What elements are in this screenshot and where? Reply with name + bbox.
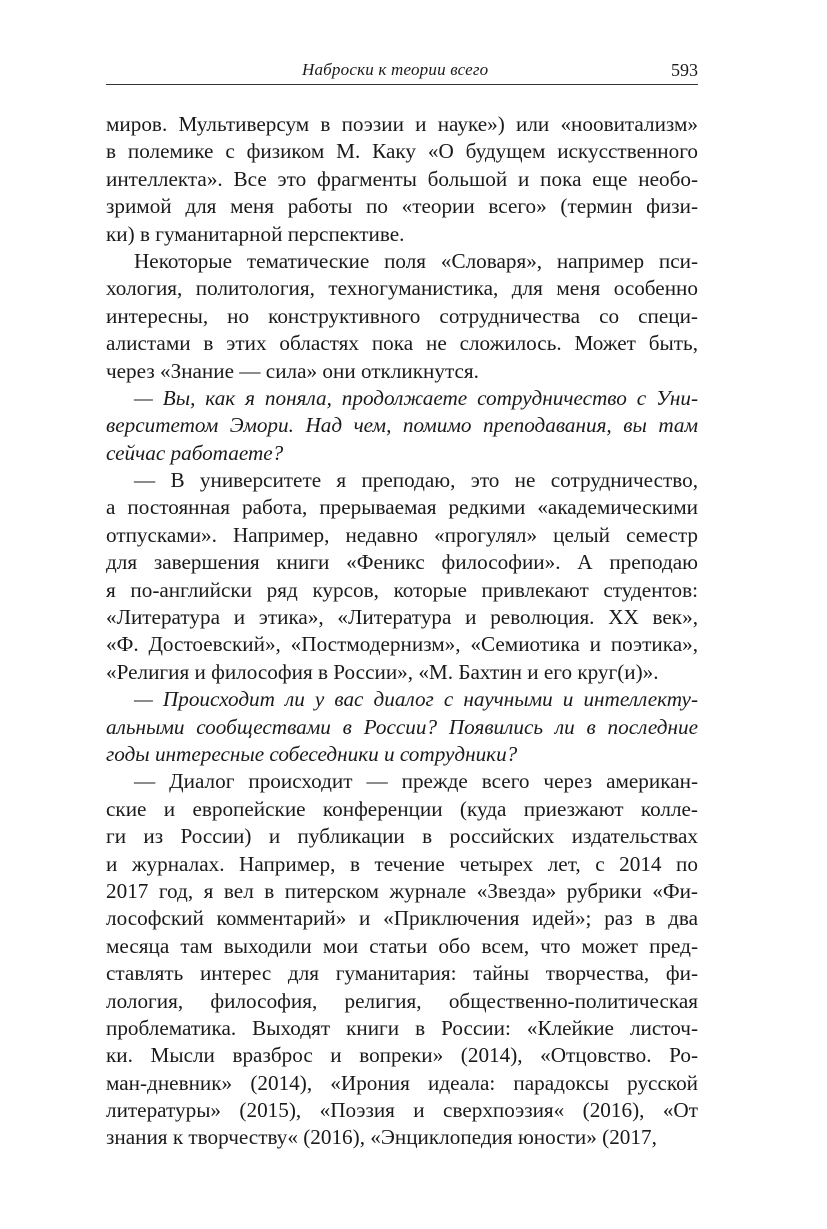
text-line: — Диалог происходит — прежде всего через американ-: [134, 769, 698, 794]
text-line: альными сообществами в России? Появились ли в последние: [106, 714, 698, 739]
text-line: сейчас работаете?: [106, 440, 284, 465]
question-paragraph: [106, 385, 698, 467]
text-line: интеллекта». Все это фрагменты большой и пока еще необо-: [106, 166, 698, 191]
text-line: интересны, но конструктивного сотрудничества со специ-: [106, 303, 698, 328]
text-paragraph: [106, 111, 698, 248]
text-line: знания к творчеству« (2016), «Энциклопедия юности» (2017,: [106, 1125, 657, 1150]
running-title: Наброски к теории всего: [302, 60, 489, 79]
text-line: отпусками». Например, недавно «прогулял» целый семестр: [106, 522, 698, 547]
text-line: ман-дневник» (2014), «Ирония идеала: парадоксы русской: [106, 1070, 698, 1095]
text-line: я по-английски ряд курсов, которые привлекают студентов:: [106, 577, 698, 602]
text-line: литературы» (2015), «Поэзия и сверхпоэзия« (2016), «От: [106, 1098, 698, 1123]
text-line: а постоянная работа, прерываемая редкими «академическими: [106, 495, 698, 520]
text-line: лология, философия, религия, общественно-политическая: [106, 988, 698, 1013]
text-line: в полемике с физиком М. Каку «О будущем искусственного: [106, 139, 698, 164]
running-head: [106, 58, 698, 85]
text-line: лософский комментарий» и «Приключения идей»; раз в два: [106, 906, 698, 931]
text-paragraph: [106, 768, 698, 1151]
text-line: ги из России) и публикации в российских издательствах: [106, 824, 698, 849]
text-line: алистами в этих областях пока не сложилось. Может быть,: [106, 331, 698, 356]
text-line: через «Знание — сила» они откликнутся.: [106, 358, 479, 383]
page-number: 593: [671, 60, 698, 80]
text-line: ки) в гуманитарной перспективе.: [106, 221, 405, 246]
text-line: месяца там выходили мои статьи обо всем, что может пред-: [106, 933, 698, 958]
text-line: — Вы, как я поняла, продолжаете сотрудничество с Уни-: [134, 385, 698, 410]
text-line: ские и европейские конференции (куда приезжают колле-: [106, 796, 698, 821]
text-line: ставлять интерес для гуманитария: тайны творчества, фи-: [106, 961, 698, 986]
book-page: [106, 58, 698, 1152]
body-text: [106, 111, 698, 1152]
text-paragraph: [106, 467, 698, 686]
text-line: верситетом Эмори. Над чем, помимо преподавания, вы там: [106, 413, 698, 438]
text-paragraph: [106, 248, 698, 385]
text-line: миров. Мультиверсум в поэзии и науке») или «нoовитализм»: [106, 112, 698, 136]
text-line: ки. Мысли вразброс и вопреки» (2014), «Отцовство. Ро-: [106, 1043, 698, 1068]
text-line: «Литература и этика», «Литература и революция. XX век»,: [106, 605, 698, 630]
question-paragraph: [106, 686, 698, 768]
text-line: годы интересные собеседники и сотрудники?: [106, 741, 518, 766]
text-line: и журналах. Например, в течение четырех лет, с 2014 по: [106, 851, 698, 876]
text-line: — В университете я преподаю, это не сотрудничество,: [134, 468, 698, 493]
text-line: «Религия и философия в России», «М. Бахтин и его круг(и)».: [106, 659, 659, 684]
text-line: зримой для меня работы по «теории всего» (термин физи-: [106, 194, 698, 219]
text-line: 2017 год, я вел в питерском журнале «Звезда» рубрики «Фи-: [106, 878, 698, 903]
text-line: проблематика. Выходят книги в России: «Клейкие листоч-: [106, 1015, 698, 1040]
text-line: — Происходит ли у вас диалог с научными и интеллекту-: [134, 687, 698, 712]
text-line: «Ф. Достоевский», «Постмодернизм», «Семиотика и поэтика»,: [106, 632, 698, 657]
text-line: хология, политология, техногуманистика, для меня особенно: [106, 276, 698, 301]
text-line: для завершения книги «Феникс философии». А преподаю: [106, 550, 698, 575]
text-line: Некоторые тематические поля «Словаря», например пси-: [134, 248, 698, 273]
